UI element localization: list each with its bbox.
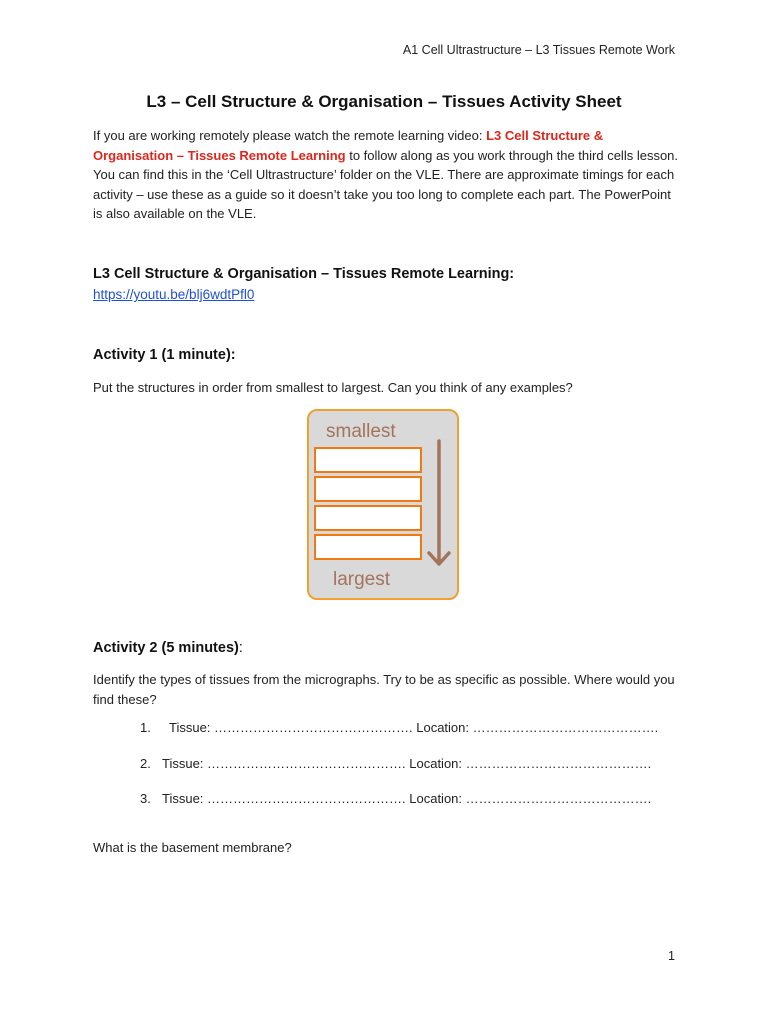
activity2-instruction: Identify the types of tissues from the micrographs. Try to be as specific as possible. Where would you find these? — [93, 672, 675, 707]
page-header: A1 Cell Ultrastructure – L3 Tissues Remote Work — [402, 43, 675, 57]
intro-text-end: to follow along as you work through the third cells lesson. You can find this in the ‘Cell Ultrastructure’ folder on the VLE. There are approximate timings for each activity – use these as a guide so it doesn’t take you too long to complete each part. The PowerPoint is also available on the VLE. — [93, 147, 679, 221]
size-order-diagram — [306, 408, 461, 602]
question-text: Tissue: ………………………………………. Location: ……………………………………. — [162, 720, 659, 735]
page-title: L3 – Cell Structure & Organisation – Tissues Activity Sheet — [146, 92, 622, 111]
video-heading: L3 Cell Structure & Organisation – Tissues Remote Learning: — [93, 266, 515, 282]
activity2-heading — [93, 640, 243, 656]
order-box-1[interactable] — [315, 448, 421, 472]
basement-membrane-question: What is the basement membrane? — [93, 840, 292, 855]
diagram-label-smallest: smallest — [326, 421, 396, 442]
activity2-heading-colon: : — [238, 640, 243, 656]
diagram-label-largest: largest — [333, 569, 391, 590]
question-number: 3. — [140, 791, 151, 806]
question-line-3[interactable] — [140, 791, 651, 806]
question-number: 1. — [140, 720, 151, 735]
question-text: Tissue: ………………………………………. Location: ……………………………………. — [162, 756, 652, 771]
video-link[interactable]: https://youtu.be/blj6wdtPfl0 — [93, 287, 255, 302]
order-box-4[interactable] — [315, 535, 421, 559]
question-line-2[interactable] — [140, 756, 651, 771]
question-line-1[interactable] — [140, 720, 658, 735]
question-number: 2. — [140, 756, 151, 771]
order-box-2[interactable] — [315, 477, 421, 501]
intro-text-start: If you are working remotely please watch the remote learning video: — [93, 128, 487, 143]
page-number: 1 — [668, 949, 675, 963]
activity1-instruction: Put the structures in order from smallest to largest. Can you think of any examples? — [93, 380, 573, 395]
intro-video-title: L3 Cell Structure & Organisation – Tissues Remote Learning — [93, 128, 604, 163]
activity2-heading-text: Activity 2 (5 minutes) — [93, 640, 239, 656]
activity1-heading: Activity 1 (1 minute): — [93, 347, 236, 363]
question-text: Tissue: ………………………………………. Location: ……………………………………. — [162, 791, 652, 806]
intro-paragraph — [93, 126, 683, 224]
order-box-3[interactable] — [315, 506, 421, 530]
